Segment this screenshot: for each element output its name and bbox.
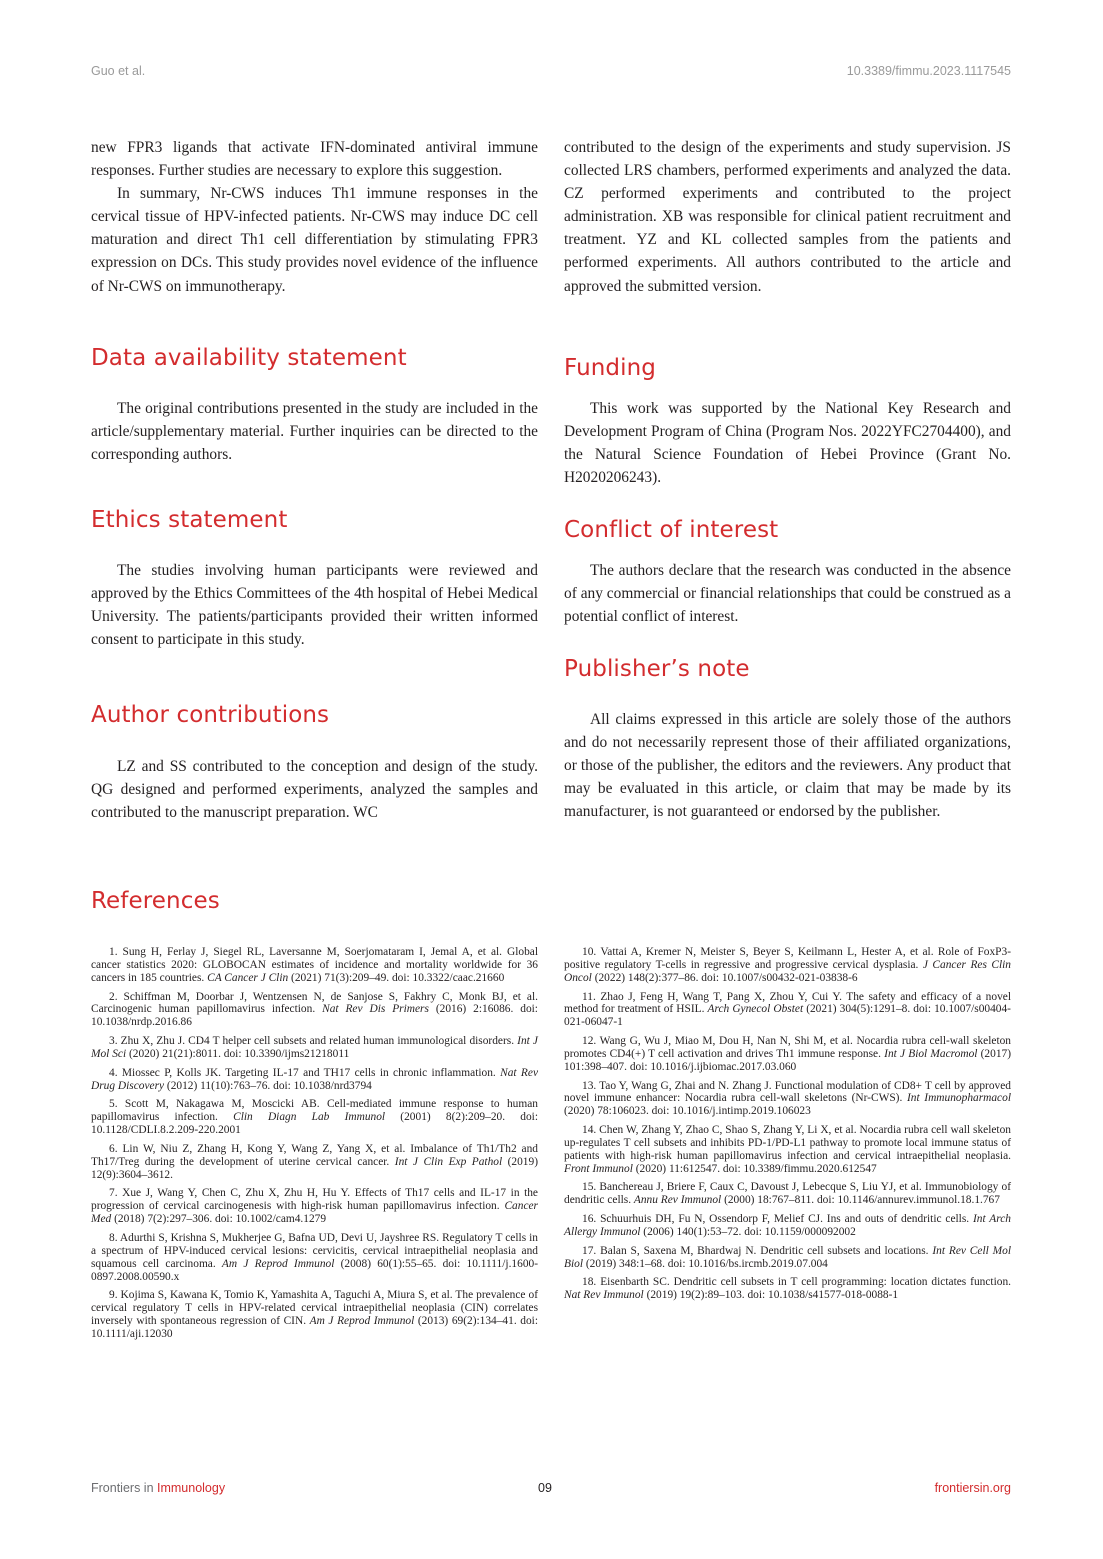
footer-journal-prefix: Frontiers in (91, 1481, 157, 1495)
references-list-right (564, 946, 1011, 1308)
data-availability-text: The original contributions presented in the study are included in the article/supplementary material. Further inquiries can be directed to the corresponding authors. (91, 400, 538, 464)
left-column-top (91, 136, 538, 298)
footer-journal (91, 1481, 225, 1495)
reference-item: 3. Zhu X, Zhu J. CD4 T helper cell subsets and related human immunological disorders. Int J Mol Sci (2020) 21(21):8011. doi: 10.3390/ijms21218011 (91, 1035, 538, 1060)
funding-text: This work was supported by the National Key Research and Development Program of China (Program Nos. 2022YFC2704400), and the Natural Science Foundation of Hebei Province (Grant No. H2020206243). (564, 400, 1011, 487)
section-heading-author-contributions: Author contributions (91, 702, 330, 728)
section-heading-conflict-of-interest: Conflict of interest (564, 517, 779, 543)
reference-item: 16. Schuurhuis DH, Fu N, Ossendorp F, Melief CJ. Ins and outs of dendritic cells. Int Arch Allergy Immunol (2006) 140(1):53–72. doi: 10.1159/000092002 (564, 1213, 1012, 1238)
body-paragraph: new FPR3 ligands that activate IFN-dominated antiviral immune responses. Further studies are necessary to explore this suggestion. (91, 139, 538, 180)
footer-journal-name: Immunology (157, 1481, 226, 1495)
body-paragraph: contributed to the design of the experiments and study supervision. JS collected LRS chambers, performed experiments and analyzed the data. CZ performed experiments and contributed to the project administration. XB was responsible for clinical patient recruitment and treatment. YZ and KL collected samples from the patients and performed experiments. All authors contributed to the article and approved the submitted version. (564, 139, 1011, 295)
section-heading-ethics: Ethics statement (91, 507, 288, 533)
ethics-text: The studies involving human participants were reviewed and approved by the Ethics Committees of the 4th hospital of Hebei Medical University. The patients/participants provided their written informed consent to participate in this study. (91, 562, 538, 649)
reference-item: 2. Schiffman M, Doorbar J, Wentzensen N, de Sanjose S, Fakhry C, Monk BJ, et al. Carcinogenic human papillomavirus infection. Nat Rev Dis Primers (2016) 2:16086. doi: 10.1038/nrdp.2016.86 (91, 990, 538, 1029)
reference-item: 11. Zhao J, Feng H, Wang T, Pang X, Zhou Y, Cui Y. The safety and efficacy of a novel method for treatment of HSIL. Arch Gynecol Obstet (2021) 304(5):1291–8. doi: 10.1007/s00404-021-06047-1 (564, 990, 1011, 1029)
reference-item: 6. Lin W, Niu Z, Zhang H, Kong Y, Wang Z, Yang X, et al. Imbalance of Th1/Th2 and Th17/Treg during the development of uterine cervical cancer. Int J Clin Exp Pathol (2019) 12(9):3604–3612. (91, 1142, 538, 1181)
references-list-left (91, 946, 538, 1347)
footer-site-link[interactable]: frontiersin.org (934, 1481, 1011, 1495)
section-heading-references: References (91, 888, 220, 914)
running-header-authors: Guo et al. (91, 64, 146, 78)
author-contributions-text: LZ and SS contributed to the conception and design of the study. QG designed and performed experiments, analyzed the samples and contributed to the manuscript preparation. WC (91, 758, 538, 822)
page-number: 09 (538, 1481, 552, 1495)
reference-item: 7. Xue J, Wang Y, Chen C, Zhu X, Zhu H, Hu Y. Effects of Th17 cells and IL-17 in the progression of cervical carcinogenesis with high-risk human papillomavirus infection. Cancer Med (2018) 7(2):297–306. doi: 10.1002/cam4.1279 (91, 1187, 538, 1226)
body-paragraph: In summary, Nr-CWS induces Th1 immune responses in the cervical tissue of HPV-infected patients. Nr-CWS may induce DC cell maturation and direct Th1 cell differentiation by stimulating FPR3 expression on DCs. This study provides novel evidence of the influence of Nr-CWS on immunotherapy. (91, 185, 538, 295)
running-header-doi: 10.3389/fimmu.2023.1117545 (846, 64, 1011, 78)
section-heading-data-availability: Data availability statement (91, 345, 407, 371)
conflict-text: The authors declare that the research was conducted in the absence of any commercial or financial relationships that could be construed as a potential conflict of interest. (564, 562, 1011, 626)
reference-item: 12. Wang G, Wu J, Miao M, Dou H, Nan N, Shi M, et al. Nocardia rubra cell-wall skeleton promotes CD4(+) T cell activation and drives Th1 immune response. Int J Biol Macromol (2017) 101:398–407. doi: 10.1016/j.ijbiomac.2017.03.060 (564, 1035, 1012, 1073)
reference-item: 14. Chen W, Zhang Y, Zhao C, Shao S, Zhang Y, Li X, et al. Nocardia rubra cell wall skeleton up-regulates T cell subsets and inhibits PD-1/PD-L1 pathway to promote local immune status of patients with high-risk human papillomavirus infection and cervical intraepithelial neoplasia. Front Immunol (2020) 11:612547. doi: 10.3389/fimmu.2020.612547 (564, 1124, 1011, 1175)
reference-item: 5. Scott M, Nakagawa M, Moscicki AB. Cell-mediated immune response to human papillomavirus infection. Clin Diagn Lab Immunol (2001) 8(2):209–20. doi: 10.1128/CDLI.8.2.209-220.2001 (91, 1098, 538, 1137)
section-heading-funding: Funding (564, 355, 656, 381)
reference-item: 9. Kojima S, Kawana K, Tomio K, Yamashita A, Taguchi A, Miura S, et al. The prevalence of cervical regulatory T cells in HPV-related cervical intraepithelial neoplasia (CIN) correlates inversely with spontaneous regression of CIN. Am J Reprod Immunol (2013) 69(2):134–41. doi: 10.1111/aji.12030 (91, 1289, 538, 1340)
reference-item: 17. Balan S, Saxena M, Bhardwaj N. Dendritic cell subsets and locations. Int Rev Cell Mol Biol (2019) 348:1–68. doi: 10.1016/bs.ircmb.2019.07.004 (564, 1244, 1011, 1270)
reference-item: 1. Sung H, Ferlay J, Siegel RL, Laversanne M, Soerjomataram I, Jemal A, et al. Global cancer statistics 2020: GLOBOCAN estimates of incidence and mortality worldwide for 36 cancers in 185 countries. CA Cancer J Clin (2021) 71(3):209–49. doi: 10.3322/caac.21660 (91, 946, 538, 984)
reference-item: 15. Banchereau J, Briere F, Caux C, Davoust J, Lebecque S, Liu YJ, et al. Immunobiology of dendritic cells. Annu Rev Immunol (2000) 18:767–811. doi: 10.1146/annurev.immunol.18.1.767 (564, 1181, 1011, 1207)
reference-item: 4. Miossec P, Kolls JK. Targeting IL-17 and TH17 cells in chronic inflammation. Nat Rev Drug Discovery (2012) 11(10):763–76. doi: 10.1038/nrd3794 (91, 1066, 539, 1092)
reference-item: 10. Vattai A, Kremer N, Meister S, Beyer S, Keilmann L, Hester A, et al. Role of FoxP3-positive regulatory T-cells in regressive and progressive cervical dysplasia. J Cancer Res Clin Oncol (2022) 148(2):377–86. doi: 10.1007/s00432-021-03838-6 (564, 946, 1012, 984)
section-heading-publishers-note: Publisher’s note (564, 656, 750, 682)
reference-item: 13. Tao Y, Wang G, Zhai and N. Zhang J. Functional modulation of CD8+ T cell by approved novel immune enhancer: Nocardia rubra cell-wall skeletons (Nr-CWS). Int Immunopharmacol (2020) 78:106023. doi: 10.1016/j.intimp.2019.106023 (564, 1079, 1011, 1118)
right-column-top (564, 136, 1011, 298)
reference-item: 8. Adurthi S, Krishna S, Mukherjee G, Bafna UD, Devi U, Jayshree RS. Regulatory T cells in a spectrum of HPV-induced cervical lesions: cervicitis, cervical intraepithelial neoplasia and squamous cell carcinoma. Am J Reprod Immunol (2008) 60(1):55–65. doi: 10.1111/j.1600-0897.2008.00590.x (91, 1231, 538, 1283)
reference-item: 18. Eisenbarth SC. Dendritic cell subsets in T cell programming: location dictates function. Nat Rev Immunol (2019) 19(2):89–103. doi: 10.1038/s41577-018-0088-1 (564, 1276, 1011, 1302)
publishers-note-text: All claims expressed in this article are solely those of the authors and do not necessarily represent those of their affiliated organizations, or those of the publisher, the editors and the reviewers. Any product that may be evaluated in this article, or claim that may be made by its manufacturer, is not guaranteed or endorsed by the publisher. (564, 711, 1011, 821)
